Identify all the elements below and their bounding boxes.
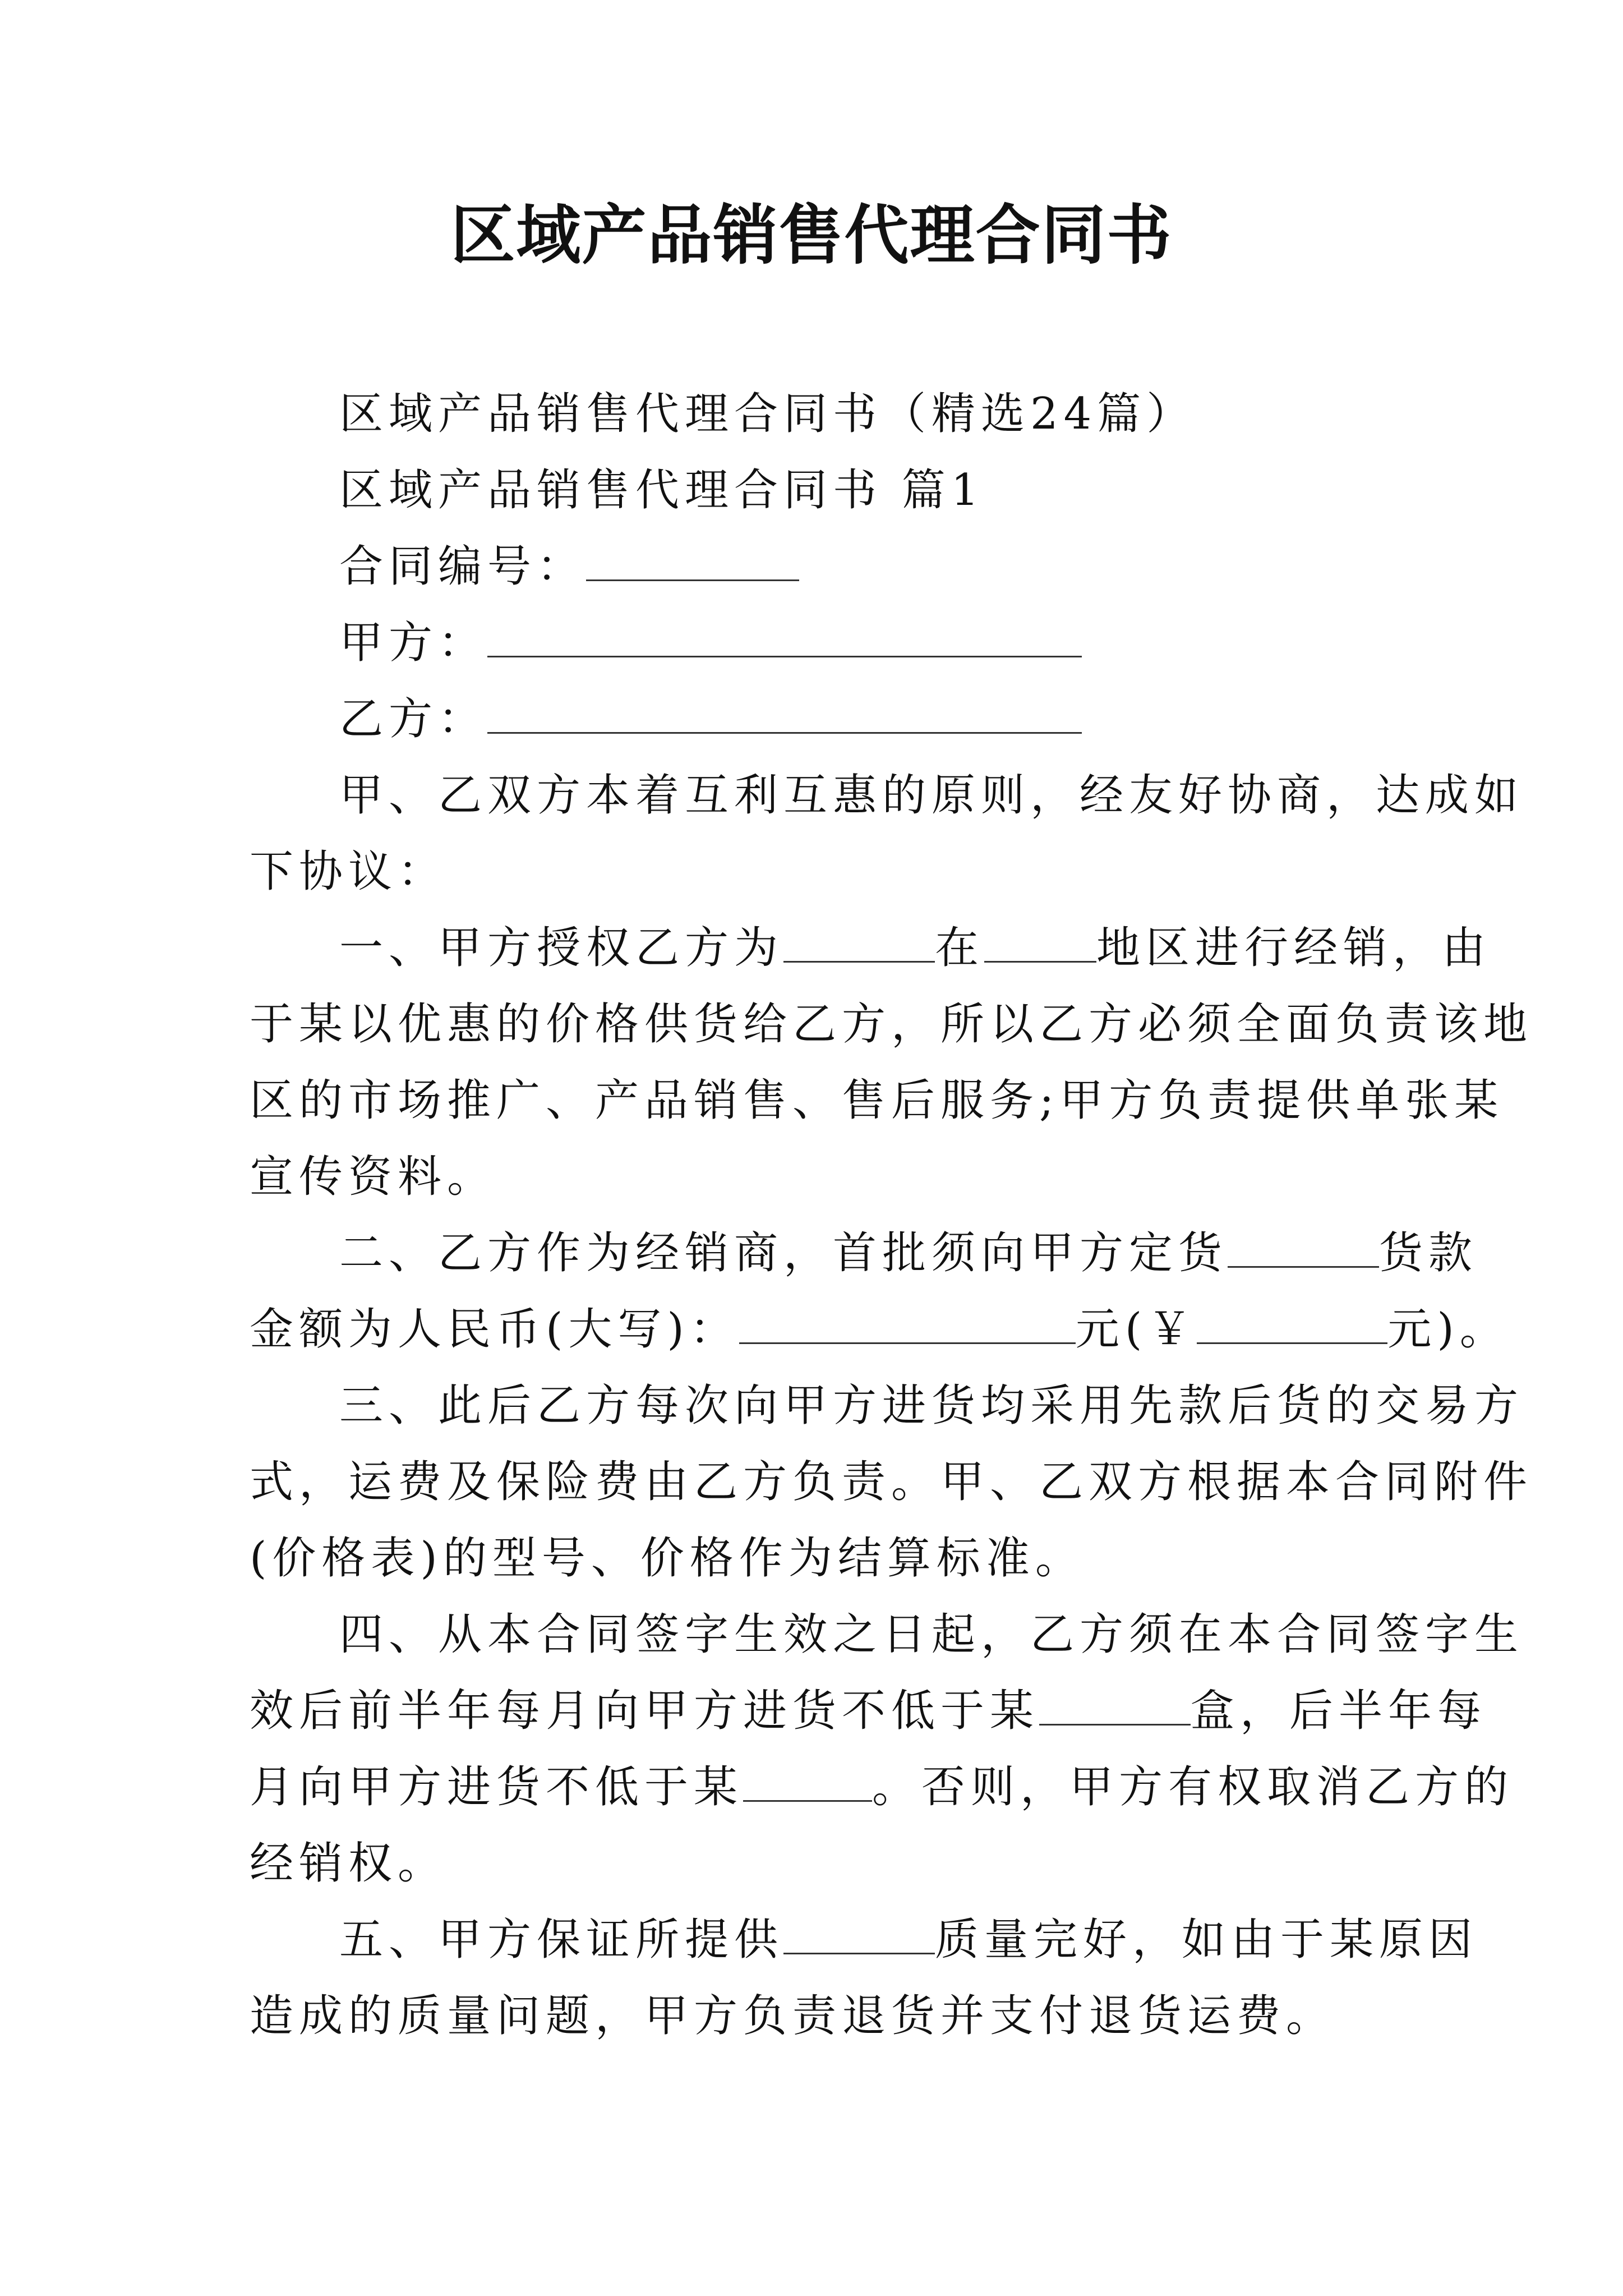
clause-4-text-b: 盒，后半年每: [1191, 1686, 1487, 1736]
clause-3-line-3: (价格表)的型号、价格作为结算标准。: [250, 1533, 1085, 1584]
clause-2-blank-amount-words: [739, 1305, 1076, 1344]
clause-5-text-b: 质量完好，如由于某原因: [935, 1915, 1478, 1965]
party-b-blank: [487, 695, 1082, 734]
clause-2-text-e: 元)。: [1387, 1304, 1509, 1355]
clause-2-text-c: 金额为人民币(大写)：: [250, 1304, 739, 1355]
clause-5-line-2: 造成的质量问题，甲方负责退货并支付退货运费。: [250, 1991, 1336, 2041]
contract-number-label: 合同编号：: [339, 541, 587, 592]
clause-2-blank-amount-figures: [1197, 1305, 1387, 1344]
clause-1-line-2: 于某以优惠的价格供货给乙方，所以乙方必须全面负责该地: [250, 999, 1533, 1050]
intro-line-1: 甲、乙双方本着互利互惠的原则，经友好协商，达成如: [339, 770, 1524, 821]
clause-1-line-1: [250, 910, 1492, 986]
clause-2-text-a: 二、乙方作为经销商，首批须向甲方定货: [339, 1228, 1228, 1278]
clause-4-text-a: 效后前半年每月向甲方进货不低于某: [250, 1686, 1040, 1736]
clause-4-line-3: [250, 1749, 1514, 1825]
clause-3-line-2: 式，运费及保险费由乙方负责。甲、乙双方根据本合同附件: [250, 1457, 1533, 1507]
clause-2-line-2: [250, 1291, 1509, 1368]
clause-1-text-c: 地区进行经销，由: [1096, 923, 1492, 973]
intro-line-2: 下协议：: [250, 846, 448, 897]
party-a-blank: [487, 619, 1082, 657]
document-title: 区域产品销售代理合同书: [450, 197, 1173, 273]
clause-1-text-b: 在: [935, 923, 985, 973]
clause-2-line-1: [250, 1215, 1478, 1291]
clause-4-line-2: [250, 1673, 1487, 1749]
clause-4-blank-first-half: [1039, 1687, 1191, 1726]
contract-number-row: [250, 528, 1402, 605]
party-a-label: 甲方：: [339, 618, 488, 668]
clause-1-line-4: 宣传资料。: [250, 1152, 497, 1202]
party-b-row: [250, 681, 1402, 757]
clause-4-text-d: 。否则，甲方有权取消乙方的: [872, 1762, 1514, 1812]
clause-4-text-c: 月向甲方进货不低于某: [250, 1762, 744, 1812]
clause-4-line-4: 经销权。: [250, 1838, 448, 1889]
document-subtitle: 区域产品销售代理合同书（精选24篇）: [339, 389, 1196, 439]
clause-5-blank-product: [783, 1916, 935, 1954]
clause-2-text-d: 元(￥: [1075, 1304, 1197, 1355]
section-heading: 区域产品销售代理合同书 篇1: [339, 465, 985, 516]
document-body: [250, 376, 1533, 2054]
clause-4-blank-second-half: [743, 1763, 872, 1802]
clause-2-text-b: 货款: [1379, 1228, 1478, 1278]
clause-3-line-1: 三、此后乙方每次向甲方进货均采用先款后货的交易方: [339, 1381, 1524, 1431]
clause-4-line-1: 四、从本合同签字生效之日起，乙方须在本合同签字生: [339, 1609, 1524, 1660]
clause-1-blank-region: [984, 924, 1096, 963]
clause-1-text-a: 一、甲方授权乙方为: [339, 923, 784, 973]
contract-number-blank: [586, 542, 799, 581]
party-a-row: [250, 605, 1402, 681]
clause-1-line-3: 区的市场推广、产品销售、售后服务;甲方负责提供单张某: [250, 1075, 1504, 1126]
clause-5-line-1: [250, 1902, 1478, 1978]
clause-1-blank-product: [783, 924, 935, 963]
clause-5-text-a: 五、甲方保证所提供: [339, 1915, 784, 1965]
party-b-label: 乙方：: [339, 694, 488, 744]
clause-2-blank-order: [1228, 1229, 1379, 1268]
